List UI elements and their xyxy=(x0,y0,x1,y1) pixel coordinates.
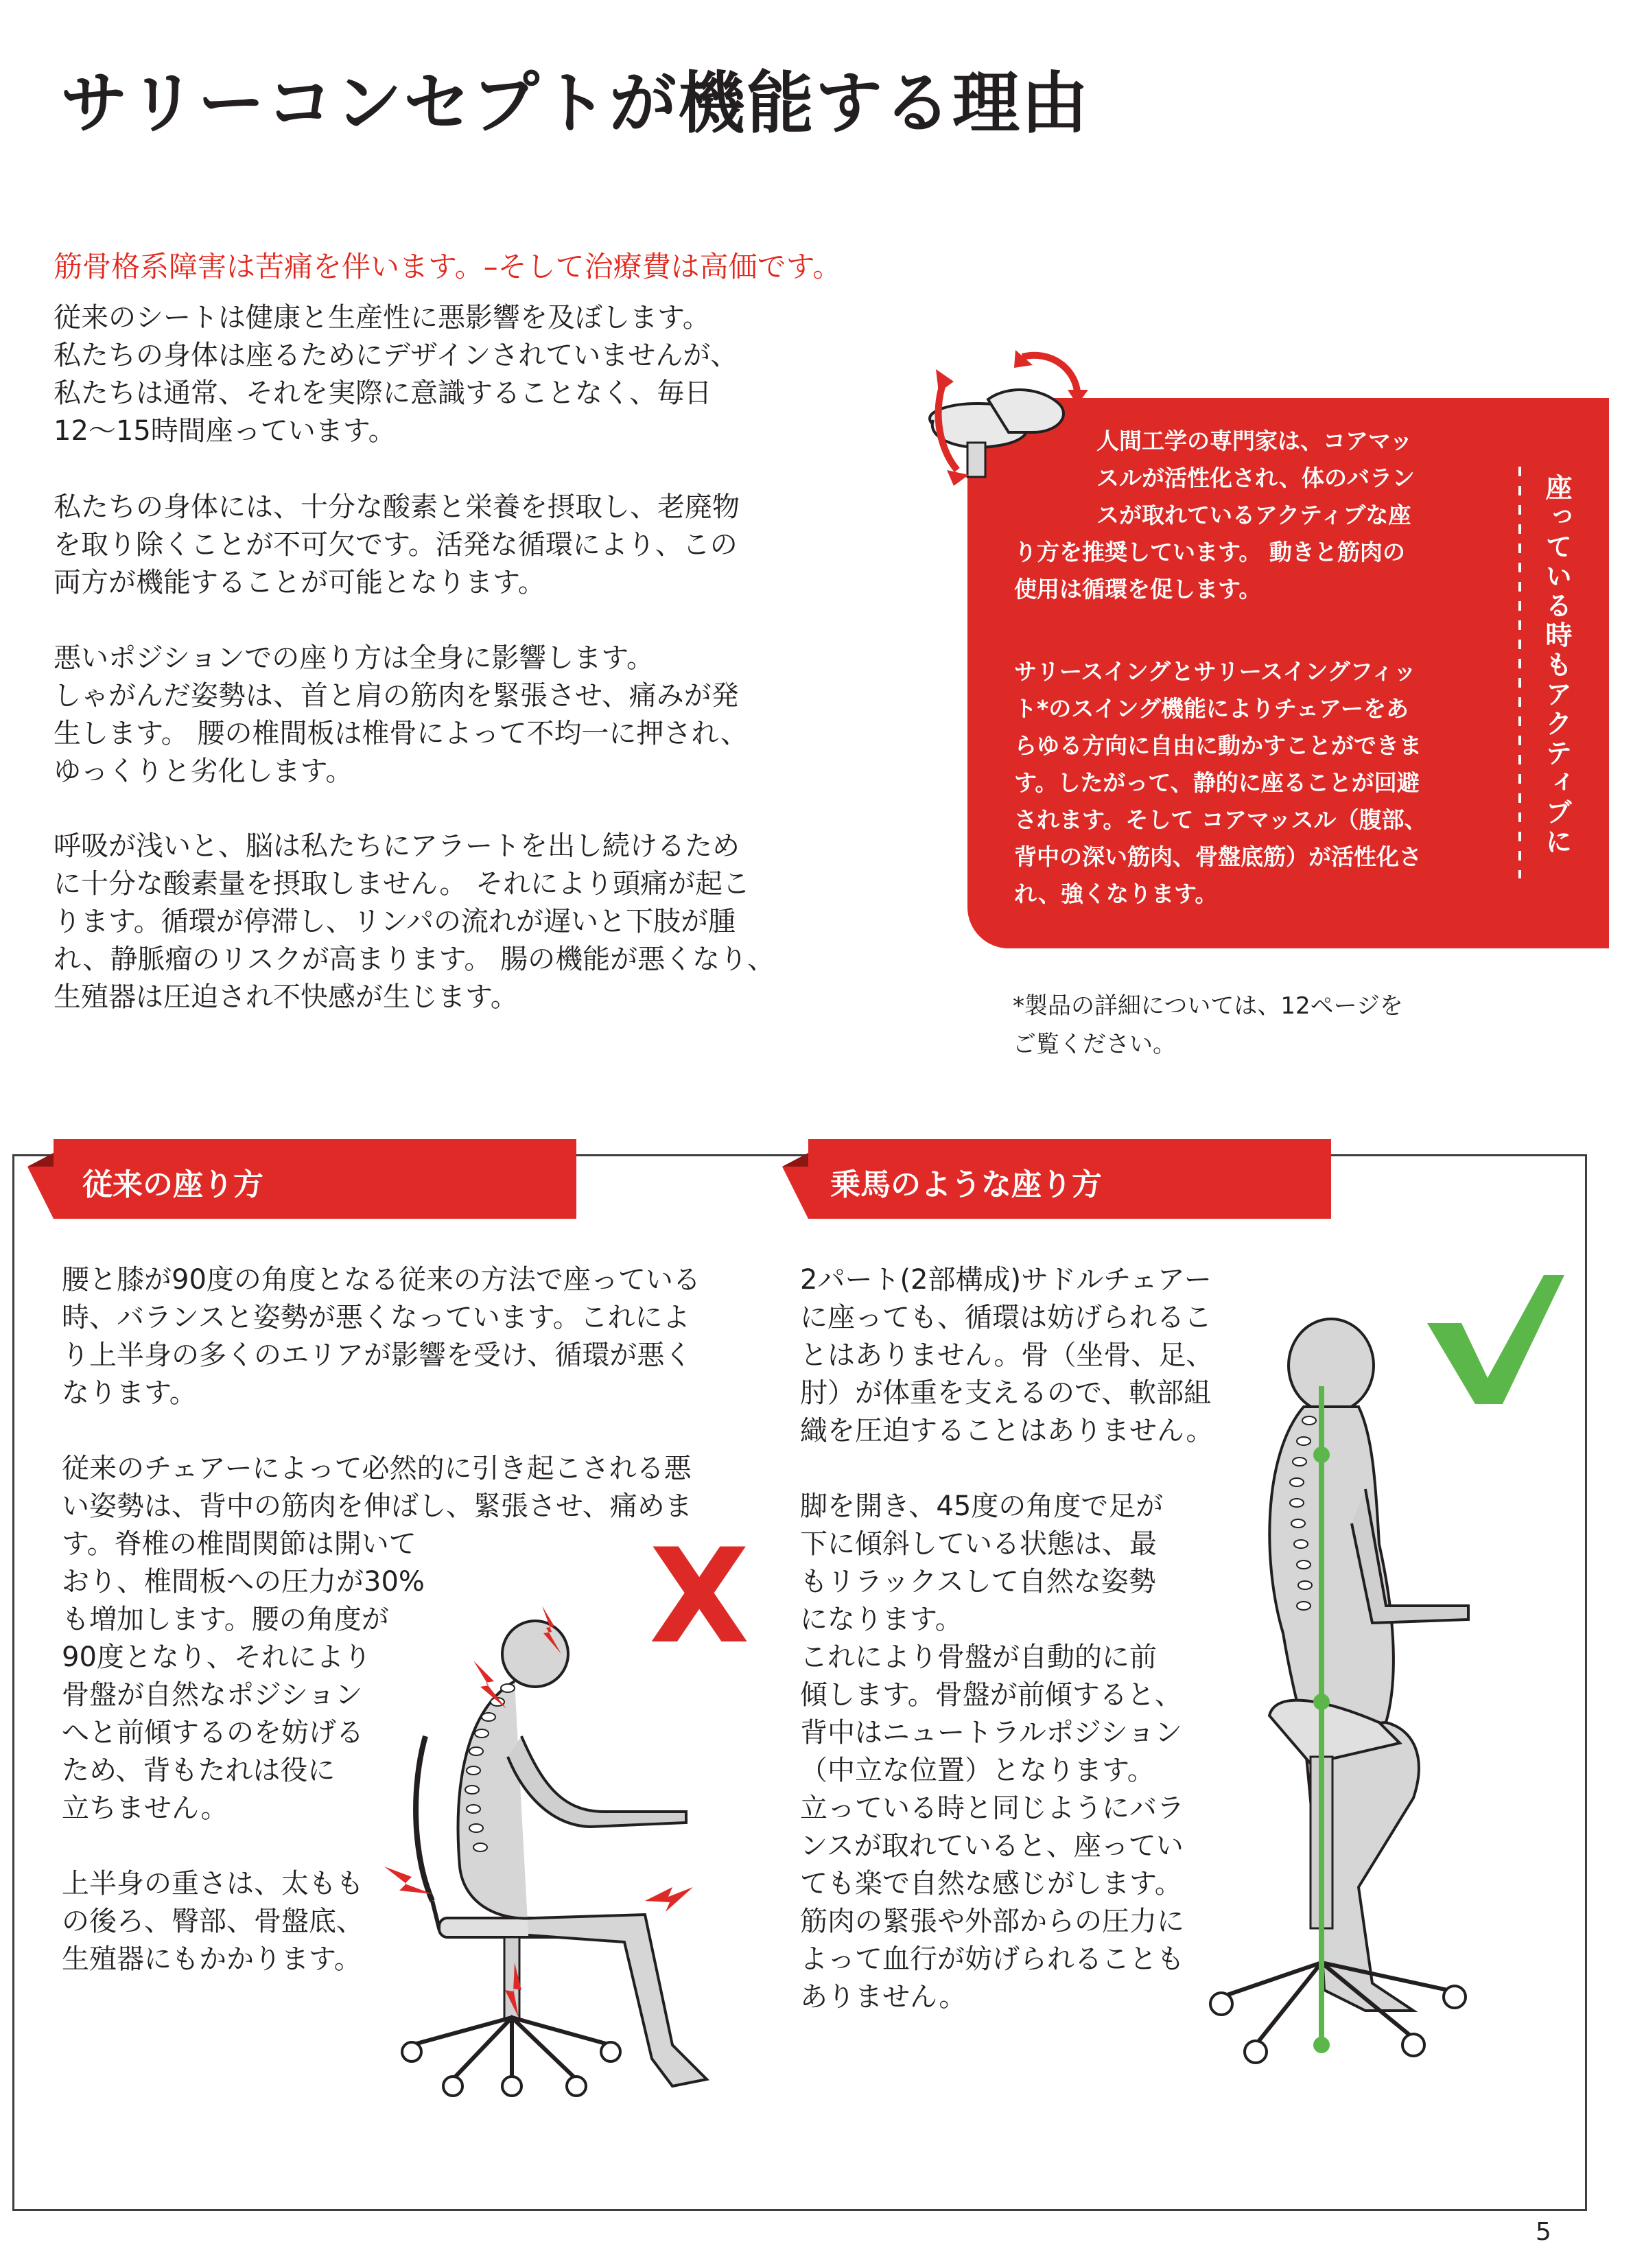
dashed-divider xyxy=(1516,467,1523,878)
callout-paragraph-2: サリースイングとサリースイングフィッ ト*のスイング機能によりチェアーをあ らゆる方向に自由に動かすことができま す。したがって、静的に座ることが回避 されます。そして コアマッスル（腹部、 背中の深い筋肉、骨盤底筋）が活性化さ れ、強くなります。 xyxy=(1014,658,1427,907)
traditional-text-wide: 腰と膝が90度の角度となる従来の方法で座っている 時、バランスと姿勢が悪くなっています。これによ り上半身の多くのエリアが影響を受け、循環が悪く なります。 従来のチェアーによって必然的に引き起こされる悪 い姿勢は、背中の筋肉を伸ばし、緊張させ、痛めま xyxy=(62,1264,701,1522)
paragraph-3: 悪いポジションでの座り方は全身に影響します。 しゃがんだ姿勢は、首と肩の筋肉を緊張させ、痛みが発 生します。 腰の椎間板は椎骨によって不均一に押され、 ゆっくりと劣化します。 xyxy=(54,642,748,787)
subtitle: 筋骨格系障害は苦痛を伴います。–そして治療費は高価です。 xyxy=(54,250,842,283)
banner-saddle xyxy=(782,1139,1331,1219)
saddle-sitting-figure xyxy=(1208,1318,1482,2066)
page-number: 5 xyxy=(1536,2218,1551,2246)
banner-saddle-label: 乗馬のような座り方 xyxy=(830,1167,1102,1202)
banner-traditional xyxy=(27,1139,576,1219)
swivel-seat-icon xyxy=(885,329,1105,487)
paragraph-2: 私たちの身体には、十分な酸素と栄養を摂取し、老廃物 を取り除くことが不可欠です。活発な循環により、この 両方が機能することが可能となります。 xyxy=(54,491,740,598)
page-title: サリーコンセプトが機能する理由 xyxy=(60,65,1090,143)
paragraph-4: 呼吸が浅いと、脳は私たちにアラートを出し続けるため に十分な酸素量を摂取しません。 それにより頭痛が起こ ります。循環が停滞し、リンパの流れが遅いと下肢が腫 れ、静脈瘤のリスクが高まります。 腸の機能が悪くなり、 生殖器は圧迫され不快感が生じます。 xyxy=(54,830,775,1013)
vertical-tagline: 座っている時もアクティブに xyxy=(1541,474,1572,857)
incorrect-x-icon: X xyxy=(649,1521,750,1672)
traditional-text-narrow: す。脊椎の椎間関節は開いて おり、椎間板への圧力が30% も増加します。腰の角度が 90度となり、それにより 骨盤が自然なポジション へと前傾するのを妨げる ため、背もたれは役に 立ちません。 上半身の重さは、太もも の後ろ、臀部、骨盤底、 生殖器にもかかります。 xyxy=(62,1528,425,1975)
callout-paragraph-1-tail: り方を推奨しています。 動きと筋肉の 使用は循環を促します。 xyxy=(1014,539,1405,603)
traditional-sitting-figure xyxy=(384,1606,755,2100)
saddle-text: 2パート(2部構成)サドルチェアー に座っても、循環は妨げられるこ とはありません。骨（坐骨、足、 肘）が体重を支えるので、軟部組 織を圧迫することはありません。 脚を開き、45度の角度で足が 下に傾斜している状態は、最 もリラックスして自然な姿勢 になります。 これにより骨盤が自動的に前 傾します。骨盤が前傾すると、 背中はニュートラルポジション （中立な位置）となります。 立っている時と同じようにバラ ンスが取れていると、座ってい ても楽で自然な感じがします。 筋肉の緊張や外部からの圧力に よって血行が妨げられることも ありません。 xyxy=(800,1264,1214,2013)
paragraph-1: 従来のシートは健康と生産性に悪影響を及ぼします。 私たちの身体は座るためにデザインされていませんが、 私たちは通常、それを実際に意識することなく、毎日 12〜15時間座っています。 xyxy=(54,302,738,447)
banner-traditional-label: 従来の座り方 xyxy=(82,1167,263,1202)
product-footnote: *製品の詳細については、12ページを ご覧ください。 xyxy=(1013,992,1403,1058)
callout-paragraph-1-head: 人間工学の専門家は、コアマッ スルが活性化され、体のバラン スが取れているアクティブな座 xyxy=(1096,428,1415,528)
